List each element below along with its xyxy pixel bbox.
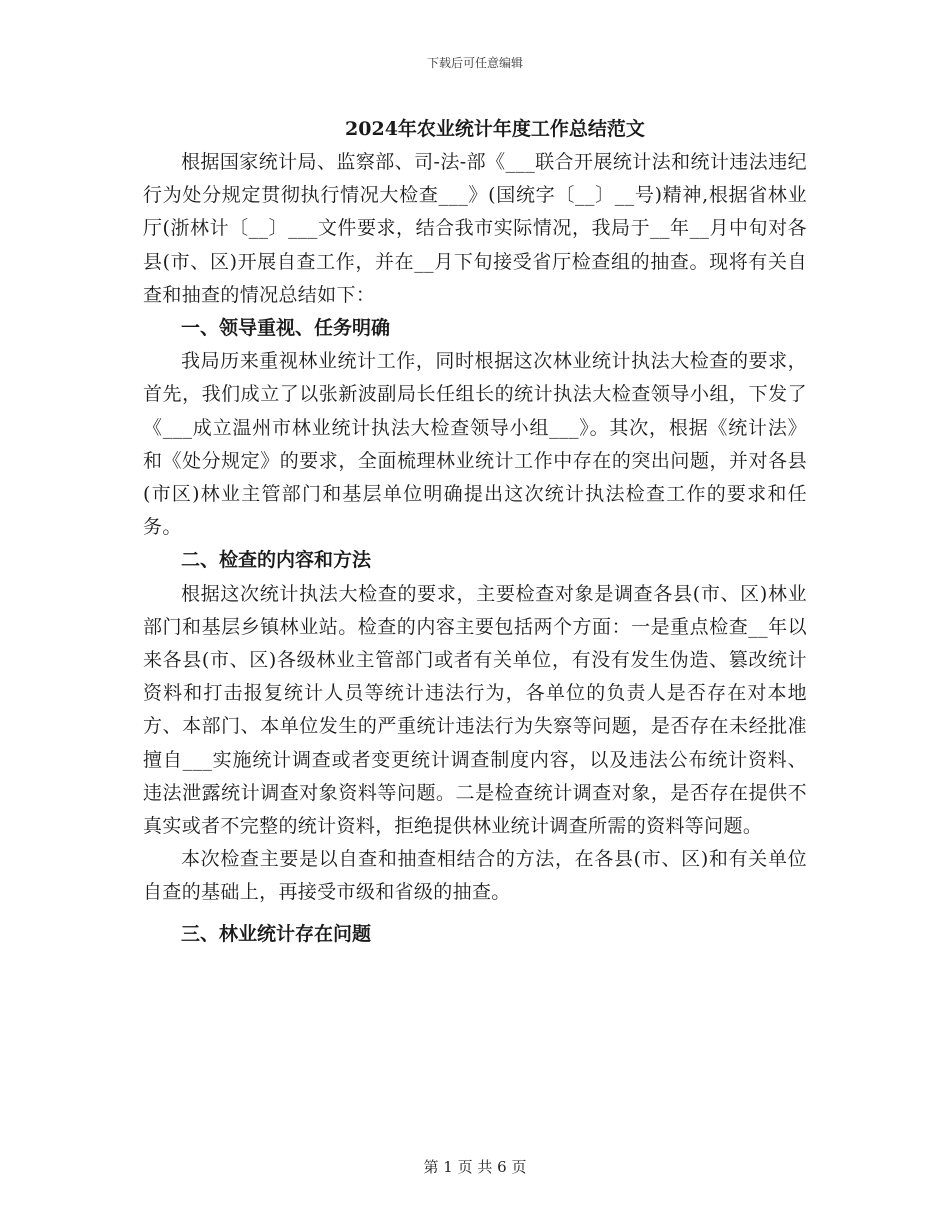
section-2-paragraph-1: 根据这次统计执法大检查的要求，主要检查对象是调查各县(市、区)林业部门和基层乡镇林业站。检查的内容主要包括两个方面：一是重点检查__年以来各县(市、区)各级林业主管部门或者有关单位，有没有发生伪造、篡改统计资料和打击报复统计人员等统计违法行为，各单位的负责人是否存在对本地方、本部门、本单位发生的严重统计违法行为失察等问题，是否存在未经批准擅自___实施统计调查或者变更统计调查制度内容，以及违法公布统计资料、违法泄露统计调查对象资料等问题。二是检查统计调查对象，是否存在提供不真实或者不完整的统计资料，拒绝提供林业统计调查所需的资料等问题。 <box>143 582 807 838</box>
document-title: 2024年农业统计年度工作总结范文 <box>345 118 645 140</box>
header-note: 下载后可任意编辑 <box>426 56 523 70</box>
page-number: 第 1 页 共 6 页 <box>423 1158 527 1176</box>
section-heading-3: 三、林业统计存在问题 <box>181 922 372 945</box>
intro-paragraph: 根据国家统计局、监察部、司-法-部《___联合开展统计法和统计违法违纪行为处分规定贯彻执行情况大检查___》(国统字〔__〕__号)精神,根据省林业厅(浙林计〔__〕___文件要求，结合我市实际情况，我局于__年__月中旬对各县(市、区)开展自查工作，并在__月下旬接受省厅检查组的抽查。现将有关自查和抽查的情况总结如下： <box>143 151 807 306</box>
section-2-paragraph-2: 本次检查主要是以自查和抽查相结合的方法，在各县(市、区)和有关单位自查的基础上，再接受市级和省级的抽查。 <box>143 848 807 904</box>
section-heading-1: 一、领导重视、任务明确 <box>181 317 391 340</box>
section-1-paragraph: 我局历来重视林业统计工作，同时根据这次林业统计执法大检查的要求，首先，我们成立了以张新波副局长任组长的统计执法大检查领导小组，下发了《___成立温州市林业统计执法大检查领导小组___》。其次，根据《统计法》和《处分规定》的要求，全面梳理林业统计工作中存在的突出问题，并对各县(市区)林业主管部门和基层单位明确提出这次统计执法检查工作的要求和任务。 <box>143 350 807 539</box>
document-body <box>143 112 807 951</box>
section-heading-2: 二、检查的内容和方法 <box>181 549 372 572</box>
